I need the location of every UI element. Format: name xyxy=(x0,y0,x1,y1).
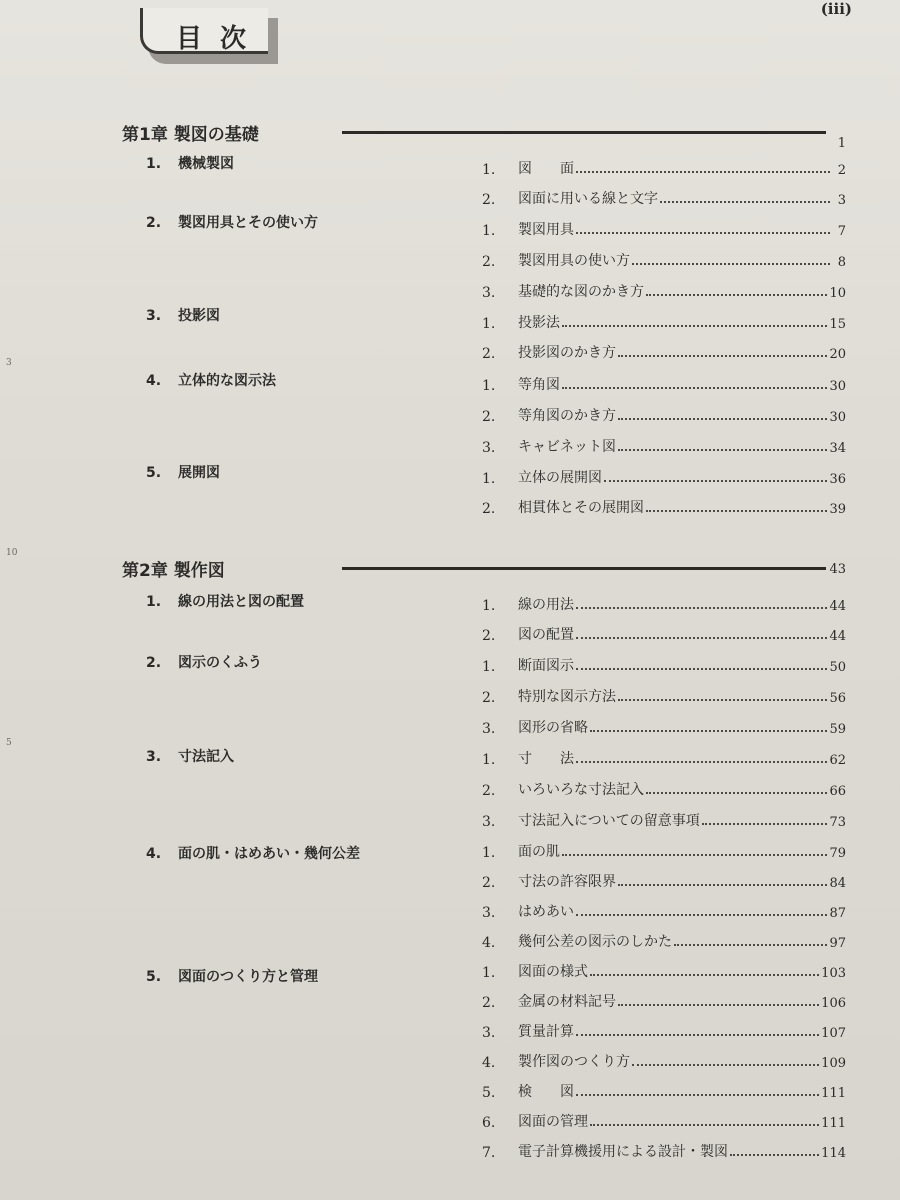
toc-entry[interactable]: 2. 図面に用いる線と文字 3 xyxy=(482,191,846,208)
chapter-heading: 第1章 製図の基礎 xyxy=(122,125,259,145)
toc-title: 目次 xyxy=(176,24,265,54)
chapter-page: 1 xyxy=(837,136,846,151)
section-heading: 4. 立体的な図示法 xyxy=(146,373,276,389)
section-heading: 3. 投影図 xyxy=(146,308,220,324)
toc-entry[interactable]: 2. 製図用具の使い方 8 xyxy=(482,253,846,270)
toc-entry[interactable]: 2. 投影図のかき方 20 xyxy=(482,345,846,362)
section-heading: 5. 図面のつくり方と管理 xyxy=(146,969,318,985)
toc-entry[interactable]: 1. 図 面 2 xyxy=(482,161,846,178)
toc-entry[interactable]: 3. 質量計算 107 xyxy=(482,1024,846,1041)
toc-entry[interactable]: 4. 製作図のつくり方 109 xyxy=(482,1054,846,1071)
toc-entry[interactable]: 6. 図面の管理 111 xyxy=(482,1114,846,1131)
section-heading: 2. 図示のくふう xyxy=(146,655,262,671)
toc-entry[interactable]: 1. 等角図 30 xyxy=(482,377,846,394)
toc-entry[interactable]: 2. いろいろな寸法記入 66 xyxy=(482,782,846,799)
margin-mark: 3 xyxy=(6,358,12,368)
toc-entry[interactable]: 2. 等角図のかき方 30 xyxy=(482,408,846,425)
section-heading: 4. 面の肌・はめあい・幾何公差 xyxy=(146,846,360,862)
toc-entry[interactable]: 1. 面の肌 79 xyxy=(482,844,846,861)
margin-mark: 10 xyxy=(6,548,18,558)
toc-entry[interactable]: 1. 寸 法 62 xyxy=(482,751,846,768)
toc-entry[interactable]: 2. 相貫体とその展開図 39 xyxy=(482,500,846,517)
section-heading: 1. 線の用法と図の配置 xyxy=(146,594,304,610)
toc-entry[interactable]: 4. 幾何公差の図示のしかた 97 xyxy=(482,934,846,951)
section-heading: 3. 寸法記入 xyxy=(146,749,234,765)
chapter-rule xyxy=(342,567,826,570)
toc-entry[interactable]: 7. 電子計算機援用による設計・製図 114 xyxy=(482,1144,846,1161)
toc-entry[interactable]: 5. 検 図 111 xyxy=(482,1084,846,1101)
toc-entry[interactable]: 2. 寸法の許容限界 84 xyxy=(482,874,846,891)
toc-entry[interactable]: 1. 図面の様式 103 xyxy=(482,964,846,981)
section-heading: 2. 製図用具とその使い方 xyxy=(146,215,318,231)
toc-entry[interactable]: 1. 断面図示 50 xyxy=(482,658,846,675)
toc-entry[interactable]: 2. 特別な図示方法 56 xyxy=(482,689,846,706)
toc-entry[interactable]: 1. 投影法 15 xyxy=(482,315,846,332)
toc-entry[interactable]: 1. 線の用法 44 xyxy=(482,597,846,614)
chapter-rule xyxy=(342,131,826,134)
chapter-heading: 第2章 製作図 xyxy=(122,561,225,581)
toc-entry[interactable]: 1. 製図用具 7 xyxy=(482,222,846,239)
page-number: (iii) xyxy=(820,0,852,18)
toc-entry[interactable]: 3. 基礎的な図のかき方 10 xyxy=(482,284,846,301)
toc-entry[interactable]: 3. 寸法記入についての留意事項 73 xyxy=(482,813,846,830)
toc-entry[interactable]: 2. 図の配置 44 xyxy=(482,627,846,644)
toc-entry[interactable]: 2. 金属の材料記号 106 xyxy=(482,994,846,1011)
toc-entry[interactable]: 1. 立体の展開図 36 xyxy=(482,470,846,487)
toc-entry[interactable]: 3. 図形の省略 59 xyxy=(482,720,846,737)
toc-entry[interactable]: 3. はめあい 87 xyxy=(482,904,846,921)
section-heading: 1. 機械製図 xyxy=(146,156,234,172)
chapter-page: 43 xyxy=(829,562,846,577)
toc-title-box xyxy=(140,8,278,62)
margin-mark: 5 xyxy=(6,738,12,748)
toc-entry[interactable]: 3. キャビネット図 34 xyxy=(482,439,846,456)
section-heading: 5. 展開図 xyxy=(146,465,220,481)
